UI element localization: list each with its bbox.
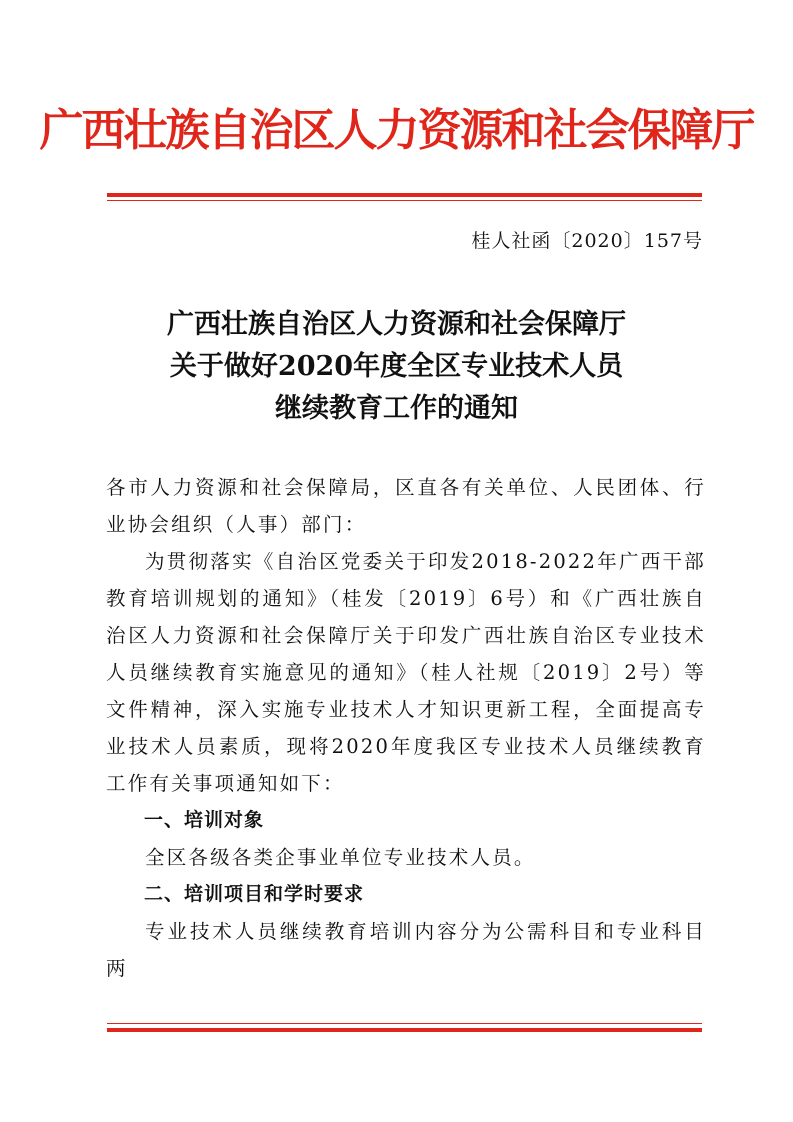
masthead-rule-thin — [107, 200, 702, 201]
agency-masthead: 广西壮族自治区人力资源和社会保障厅 — [39, 105, 754, 156]
document-number: 桂人社函〔2020〕157号 — [471, 230, 703, 252]
document-title — [0, 304, 793, 430]
section-text-2: 专业技术人员继续教育培训内容分为公需科目和专业科目两 — [106, 920, 706, 980]
section-text-1: 全区各级各类企事业单位专业技术人员。 — [145, 846, 536, 869]
salutation: 各市人力资源和社会保障局，区直各有关单位、人民团体、行业协会组织（人事）部门： — [106, 476, 706, 536]
title-line-2: 关于做好2020年度全区专业技术人员 — [169, 351, 624, 382]
section-heading-2: 二、培训项目和学时要求 — [144, 883, 365, 905]
title-line-1: 广西壮族自治区人力资源和社会保障厅 — [167, 309, 626, 340]
section-heading-1: 一、培训对象 — [144, 809, 265, 831]
masthead-rule-thick — [107, 193, 702, 197]
title-line-3: 继续教育工作的通知 — [275, 393, 518, 424]
footer-rule-thick — [107, 1028, 702, 1032]
footer-rule-thin — [107, 1023, 702, 1024]
intro-paragraph: 为贯彻落实《自治区党委关于印发2018-2022年广西干部教育培训规划的通知》（桂发〔2019〕6号）和《广西壮族自治区人力资源和社会保障厅关于印发广西壮族自治区专业技术人员继续教育实施意见的通知》（桂人社规〔2019〕2号）等文件精神，深入实施专业技术人才知识更新工程，全面提高专业技术人员素质，现将2020年度我区专业技术人员继续教育工作有关事项通知如下： — [106, 550, 706, 795]
document-body — [106, 469, 706, 987]
